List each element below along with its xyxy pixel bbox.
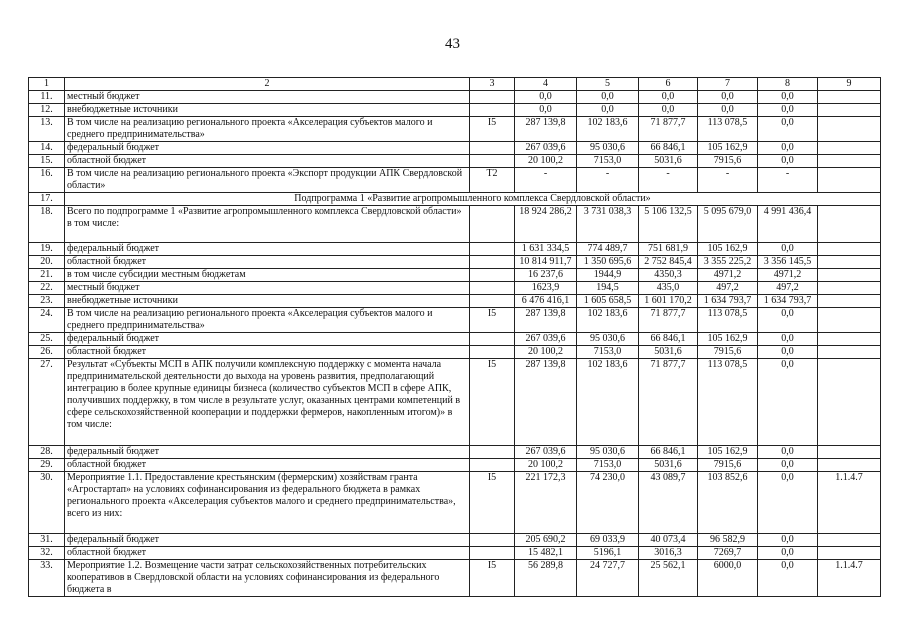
value-col-5: 7153,0 [577,459,639,472]
row-number: 23. [29,295,65,308]
table-row [29,333,881,346]
value-col-6: 5031,6 [639,459,698,472]
value-col-8: 0,0 [758,308,818,333]
row-name: федеральный бюджет [65,333,470,346]
table-row [29,534,881,547]
row-name: Результат «Субъекты МСП в АПК получили комплексную поддержку с момента начала предпринимательской деятельности до выхода на уровень развития, предполагающий интеграцию в более крупные единицы бизнеса (количество субъектов МСП в сфере АПК, получивших поддержку, в том числе в результате услуг, оказанных центрами компетенций в сфере сельскохозяйственной кооперации и поддержки фермеров, накопленным итогом)» в том числе: [65,359,470,446]
value-total: 0,0 [515,91,577,104]
value-col-8: 0,0 [758,91,818,104]
table-row [29,359,881,446]
project-code [470,446,515,459]
project-code: T2 [470,168,515,193]
row-name: федеральный бюджет [65,142,470,155]
value-total: 18 924 286,2 [515,206,577,243]
value-total: 56 289,8 [515,560,577,597]
value-col-6: 4350,3 [639,269,698,282]
project-code [470,91,515,104]
value-col-6: 1 601 170,2 [639,295,698,308]
row-name: внебюджетные источники [65,104,470,117]
table-row [29,206,881,243]
value-total: 15 482,1 [515,547,577,560]
header-row [29,78,881,91]
target-ref [818,534,881,547]
budget-table [28,77,881,597]
column-header-9: 9 [818,78,881,91]
row-number: 20. [29,256,65,269]
value-total: 267 039,6 [515,446,577,459]
row-number: 18. [29,206,65,243]
table-row [29,269,881,282]
row-number: 30. [29,472,65,534]
row-number: 17. [29,193,65,206]
value-col-8: 0,0 [758,560,818,597]
value-col-5: 95 030,6 [577,333,639,346]
target-ref [818,346,881,359]
value-total: 6 476 416,1 [515,295,577,308]
row-name: федеральный бюджет [65,534,470,547]
row-name: Мероприятие 1.1. Предоставление крестьянским (фермерским) хозяйствам гранта «Агростартап» на условиях софинансирования из федерального бюджета в рамках регионального проекта «Акселерация субъектов малого и среднего предпринимательства», всего из них: [65,472,470,534]
row-name: Мероприятие 1.2. Возмещение части затрат сельскохозяйственных потребительских кооперативов в Свердловской области на условиях софинансирования из федерального бюджета в [65,560,470,597]
table-row [29,282,881,295]
value-total: 0,0 [515,104,577,117]
row-number: 24. [29,308,65,333]
project-code [470,206,515,243]
value-col-6: 71 877,7 [639,117,698,142]
value-col-7: 4971,2 [698,269,758,282]
value-total: 267 039,6 [515,142,577,155]
value-col-7: 7915,6 [698,155,758,168]
project-code: I5 [470,472,515,534]
project-code [470,547,515,560]
value-col-5: 95 030,6 [577,446,639,459]
table-row [29,117,881,142]
row-number: 33. [29,560,65,597]
row-name: В том числе на реализацию регионального проекта «Акселерация субъектов малого и среднего предпринимательства» [65,117,470,142]
table-row [29,256,881,269]
value-col-6: 5 106 132,5 [639,206,698,243]
value-col-5: 74 230,0 [577,472,639,534]
column-header-7: 7 [698,78,758,91]
value-total: 267 039,6 [515,333,577,346]
value-col-7: 0,0 [698,91,758,104]
project-code: I5 [470,117,515,142]
target-ref [818,547,881,560]
column-header-8: 8 [758,78,818,91]
value-col-6: 0,0 [639,104,698,117]
value-col-5: 0,0 [577,104,639,117]
value-col-5: 7153,0 [577,346,639,359]
target-ref [818,142,881,155]
row-name: федеральный бюджет [65,446,470,459]
value-total: 20 100,2 [515,346,577,359]
value-col-6: 2 752 845,4 [639,256,698,269]
row-name: в том числе субсидии местным бюджетам [65,269,470,282]
value-col-8: 497,2 [758,282,818,295]
value-col-5: 1 605 658,5 [577,295,639,308]
column-header-4: 4 [515,78,577,91]
value-col-5: 95 030,6 [577,142,639,155]
row-name: внебюджетные источники [65,295,470,308]
row-name: федеральный бюджет [65,243,470,256]
value-col-5: 24 727,7 [577,560,639,597]
table-row [29,168,881,193]
row-number: 29. [29,459,65,472]
value-total: 16 237,6 [515,269,577,282]
target-ref: 1.1.4.7 [818,560,881,597]
table-row [29,308,881,333]
value-col-8: 0,0 [758,243,818,256]
row-number: 19. [29,243,65,256]
value-col-5: 7153,0 [577,155,639,168]
value-total: 1 631 334,5 [515,243,577,256]
target-ref [818,359,881,446]
table-row [29,560,881,597]
value-total: 287 139,8 [515,359,577,446]
value-col-5: 69 033,9 [577,534,639,547]
row-name: областной бюджет [65,346,470,359]
row-name: местный бюджет [65,91,470,104]
row-name: областной бюджет [65,547,470,560]
value-col-7: 497,2 [698,282,758,295]
project-code [470,282,515,295]
value-total: 221 172,3 [515,472,577,534]
row-number: 15. [29,155,65,168]
row-number: 16. [29,168,65,193]
value-total: 287 139,8 [515,117,577,142]
value-col-5: 1944,9 [577,269,639,282]
target-ref [818,91,881,104]
value-col-7: 7269,7 [698,547,758,560]
value-col-8: 0,0 [758,534,818,547]
row-number: 26. [29,346,65,359]
value-col-5: 5196,1 [577,547,639,560]
value-col-7: 105 162,9 [698,142,758,155]
value-col-8: 0,0 [758,117,818,142]
project-code [470,256,515,269]
value-col-7: 5 095 679,0 [698,206,758,243]
value-col-5: 3 731 038,3 [577,206,639,243]
value-col-8: 4971,2 [758,269,818,282]
project-code [470,459,515,472]
value-col-8: 0,0 [758,155,818,168]
table-row [29,459,881,472]
value-col-7: 105 162,9 [698,446,758,459]
row-number: 25. [29,333,65,346]
column-header-2: 2 [65,78,470,91]
target-ref [818,308,881,333]
value-col-6: 5031,6 [639,346,698,359]
value-col-7: 6000,0 [698,560,758,597]
project-code [470,142,515,155]
value-col-7: 103 852,6 [698,472,758,534]
value-col-8: 0,0 [758,104,818,117]
value-col-5: 102 183,6 [577,359,639,446]
value-col-5: - [577,168,639,193]
target-ref [818,206,881,243]
value-col-8: 0,0 [758,333,818,346]
row-name: местный бюджет [65,282,470,295]
value-col-8: 0,0 [758,359,818,446]
value-col-7: 7915,6 [698,346,758,359]
subprogram-heading: Подпрограмма 1 «Развитие агропромышленного комплекса Свердловской области» [65,193,881,206]
value-total: 287 139,8 [515,308,577,333]
value-col-8: 0,0 [758,459,818,472]
row-number: 11. [29,91,65,104]
row-name: В том числе на реализацию регионального проекта «Акселерация субъектов малого и среднего предпринимательства» [65,308,470,333]
table-row [29,91,881,104]
value-col-6: 0,0 [639,91,698,104]
value-total: - [515,168,577,193]
page-number: 43 [445,36,460,52]
value-col-6: 25 562,1 [639,560,698,597]
column-header-3: 3 [470,78,515,91]
table-row [29,142,881,155]
project-code [470,243,515,256]
project-code [470,295,515,308]
value-col-7: 96 582,9 [698,534,758,547]
row-name: областной бюджет [65,155,470,168]
table-row [29,446,881,459]
target-ref [818,155,881,168]
project-code [470,104,515,117]
value-col-6: 5031,6 [639,155,698,168]
project-code [470,269,515,282]
column-header-5: 5 [577,78,639,91]
value-col-8: 0,0 [758,472,818,534]
column-header-6: 6 [639,78,698,91]
row-number: 21. [29,269,65,282]
value-col-7: 1 634 793,7 [698,295,758,308]
value-col-6: 43 089,7 [639,472,698,534]
target-ref: 1.1.4.7 [818,472,881,534]
value-col-7: 0,0 [698,104,758,117]
value-total: 205 690,2 [515,534,577,547]
value-col-7: 113 078,5 [698,117,758,142]
value-col-6: 71 877,7 [639,308,698,333]
table-row [29,155,881,168]
value-total: 10 814 911,7 [515,256,577,269]
project-code [470,534,515,547]
row-number: 27. [29,359,65,446]
project-code: I5 [470,560,515,597]
target-ref [818,256,881,269]
row-number: 12. [29,104,65,117]
value-col-6: 66 846,1 [639,446,698,459]
table-row [29,472,881,534]
value-col-8: 1 634 793,7 [758,295,818,308]
row-name: Всего по подпрограмме 1 «Развитие агропромышленного комплекса Свердловской области» в том числе: [65,206,470,243]
project-code [470,155,515,168]
row-name: В том числе на реализацию регионального проекта «Экспорт продукции АПК Свердловской области» [65,168,470,193]
value-col-5: 0,0 [577,91,639,104]
row-name: областной бюджет [65,256,470,269]
target-ref [818,333,881,346]
value-col-5: 102 183,6 [577,308,639,333]
target-ref [818,104,881,117]
value-col-6: 66 846,1 [639,142,698,155]
project-code: I5 [470,308,515,333]
table-row [29,295,881,308]
project-code [470,333,515,346]
row-name: областной бюджет [65,459,470,472]
value-col-7: 113 078,5 [698,359,758,446]
value-col-8: 0,0 [758,547,818,560]
table-row [29,547,881,560]
table-row [29,104,881,117]
value-col-8: 4 991 436,4 [758,206,818,243]
value-col-7: 105 162,9 [698,333,758,346]
row-number: 28. [29,446,65,459]
target-ref [818,243,881,256]
target-ref [818,295,881,308]
row-number: 14. [29,142,65,155]
value-col-6: 40 073,4 [639,534,698,547]
value-col-7: 113 078,5 [698,308,758,333]
table-row [29,193,881,206]
row-number: 13. [29,117,65,142]
value-col-7: 7915,6 [698,459,758,472]
value-col-8: 0,0 [758,142,818,155]
target-ref [818,282,881,295]
target-ref [818,459,881,472]
table-row [29,243,881,256]
value-col-6: 751 681,9 [639,243,698,256]
target-ref [818,446,881,459]
value-col-6: 66 846,1 [639,333,698,346]
value-col-6: - [639,168,698,193]
table-row [29,346,881,359]
project-code: I5 [470,359,515,446]
table-body [29,78,881,597]
value-col-8: 3 356 145,5 [758,256,818,269]
value-total: 20 100,2 [515,155,577,168]
value-total: 20 100,2 [515,459,577,472]
value-total: 1623,9 [515,282,577,295]
value-col-8: 0,0 [758,346,818,359]
row-number: 22. [29,282,65,295]
target-ref [818,168,881,193]
value-col-5: 774 489,7 [577,243,639,256]
value-col-6: 3016,3 [639,547,698,560]
value-col-5: 194,5 [577,282,639,295]
value-col-6: 435,0 [639,282,698,295]
value-col-5: 102 183,6 [577,117,639,142]
project-code [470,346,515,359]
value-col-5: 1 350 695,6 [577,256,639,269]
row-number: 31. [29,534,65,547]
value-col-8: - [758,168,818,193]
value-col-8: 0,0 [758,446,818,459]
value-col-7: 3 355 225,2 [698,256,758,269]
target-ref [818,269,881,282]
row-number: 32. [29,547,65,560]
target-ref [818,117,881,142]
value-col-7: - [698,168,758,193]
value-col-6: 71 877,7 [639,359,698,446]
value-col-7: 105 162,9 [698,243,758,256]
column-header-1: 1 [29,78,65,91]
